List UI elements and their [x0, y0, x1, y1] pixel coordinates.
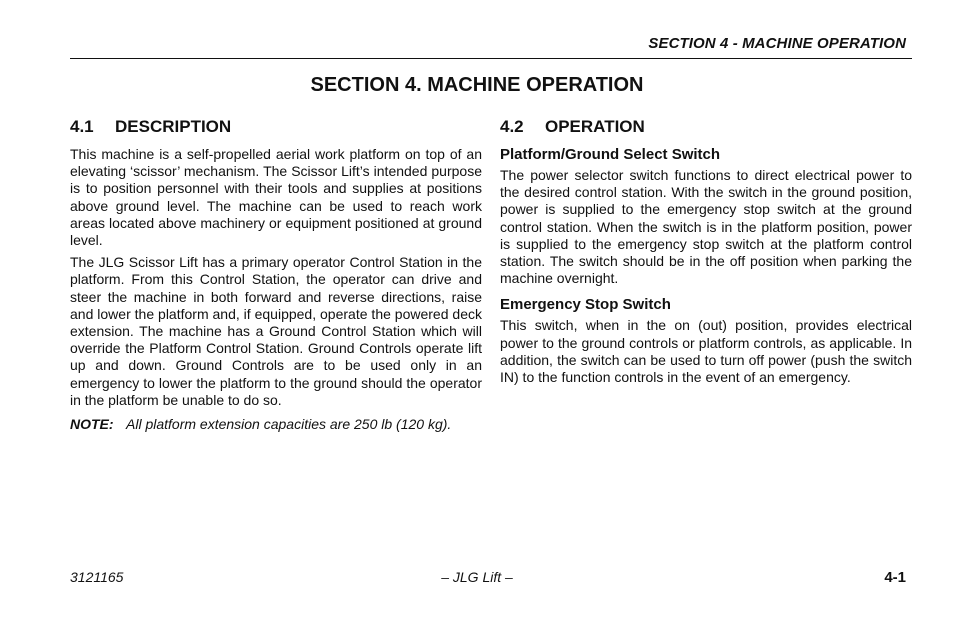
note [70, 416, 482, 432]
section-number: 4.1 [70, 117, 94, 136]
header-rule [70, 58, 912, 59]
description-paragraph-1: This machine is a self-propelled aerial work platform on top of an elevating ‘scissor’ mechanism. The Scissor Lift’s intended purpose is to position personnel with their tools and supplies at positions above ground level. The machine can be used to reach work areas located above machinery or equipment positioned at ground level. [70, 146, 482, 249]
section-title: OPERATION [545, 117, 645, 136]
running-header: SECTION 4 - MACHINE OPERATION [648, 35, 906, 52]
note-label: NOTE: [70, 416, 114, 433]
footer-center-text: – JLG Lift – [441, 569, 513, 585]
right-column [500, 117, 912, 391]
subheading-emergency-stop: Emergency Stop Switch [500, 296, 671, 314]
section-heading-description [70, 117, 482, 137]
note-text: All platform extension capacities are 250 lb (120 kg). [126, 416, 452, 433]
page-title: SECTION 4. MACHINE OPERATION [310, 74, 644, 96]
emergency-stop-text: This switch, when in the on (out) position, provides electrical power to the ground controls or platform controls, as applicable. In addition, the switch can be used to turn off power (push the switch IN) to the function controls in the event of an emergency. [500, 317, 912, 386]
left-column [70, 117, 482, 432]
section-number: 4.2 [500, 117, 524, 136]
subheading-platform-ground-switch: Platform/Ground Select Switch [500, 146, 721, 163]
footer-page-number: 4-1 [884, 569, 906, 586]
footer-doc-number: 3121165 [70, 569, 124, 585]
description-paragraph-2: The JLG Scissor Lift has a primary operator Control Station in the platform. From this Control Station, the operator can drive and steer the machine in both forward and reverse directions, raise and lower the platform and, if equipped, operate the powered deck extension. The machine has a Ground Control Station which will override the Platform Control Station. Ground Controls operate lift up and down. Ground Controls are to be used only in an emergency to lower the platform to the ground should the operator in the platform be unable to do so. [70, 254, 482, 408]
section-heading-operation [500, 117, 912, 137]
platform-ground-switch-text: The power selector switch functions to direct electrical power to the desired control station. With the switch in the ground position, power is supplied to the emergency stop switch at the ground control station. When the switch is in the platform position, power is supplied to the emergency stop switch at the platform control station. The switch should be in the off position when parking the machine overnight. [500, 167, 912, 287]
section-title: DESCRIPTION [115, 117, 232, 136]
